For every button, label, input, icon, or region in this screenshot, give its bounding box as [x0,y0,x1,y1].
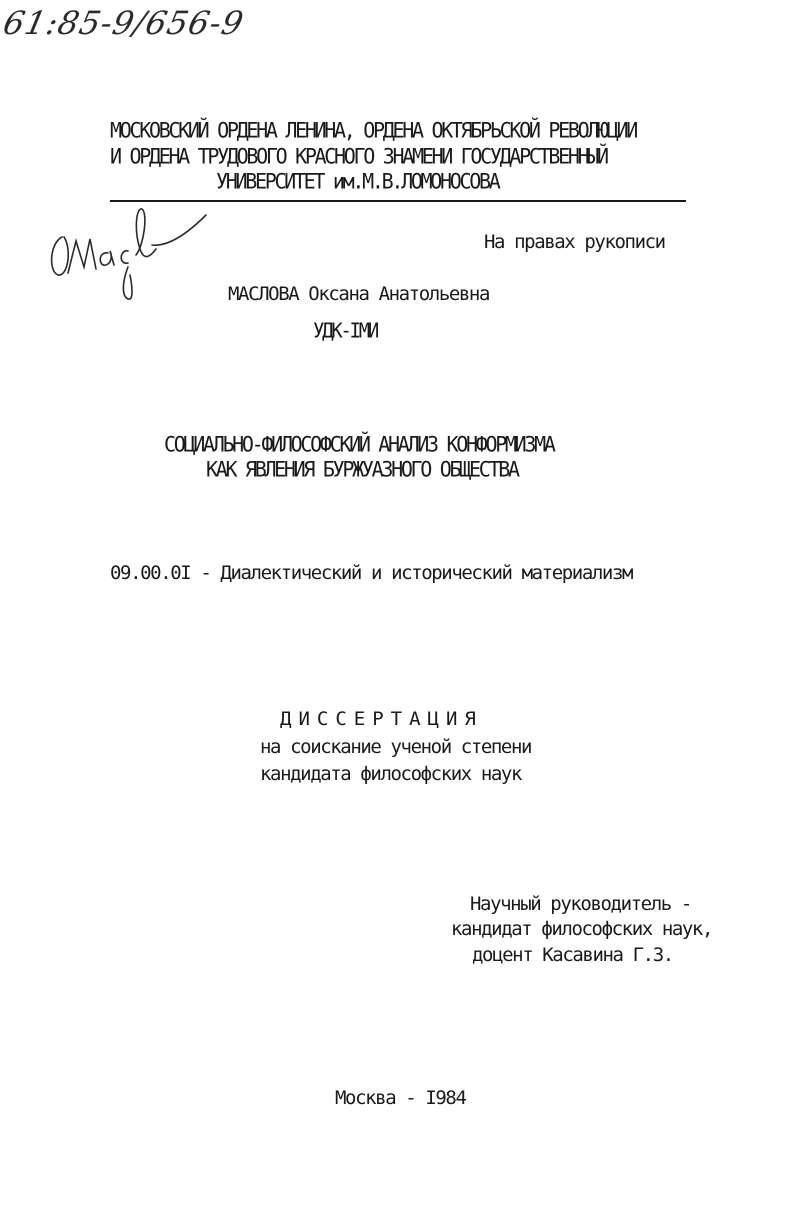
signature-stroke-c [121,251,128,263]
archive-code-handwritten: 61:85-9/656-9 [0,4,248,42]
university-line-3: УНИВЕРСИТЕТ им.М.В.ЛОМОНОСОВА [216,168,499,194]
supervisor-line-3: доцент Касавина Г.З. [472,944,673,966]
degree-line-1: на соискание ученой степени [260,736,532,758]
udc-code: УДК-IМИ [313,319,377,343]
signature-stroke-loop [136,209,156,257]
supervisor-line-1: Научный руководитель - [470,893,691,915]
signature-handwritten [40,205,210,305]
author-name: МАСЛОВА Оксана Анатольевна [228,283,490,305]
signature-stroke-a [100,251,114,265]
signature-stroke-m [68,239,96,273]
manuscript-note: На правах рукописи [484,231,665,253]
signature-stroke-o [52,237,69,275]
university-line-2: И ОРДЕНА ТРУДОВОГО КРАСНОГО ЗНАМЕНИ ГОСУДАРСТВЕННЫЙ [110,143,607,169]
city-year: Москва - I984 [335,1087,466,1109]
specialty-code: 09.00.0I - Диалектический и исторический материализм [110,562,633,584]
header-rule [110,200,686,202]
dissertation-title-line-1: СОЦИАЛЬНО-ФИЛОСОФСКИЙ АНАЛИЗ КОНФОРМИЗМА [164,431,554,457]
signature-stroke-flourish [152,215,206,245]
dissertation-title-line-2: КАК ЯВЛЕНИЯ БУРЖУАЗНОГО ОБЩЕСТВА [206,456,518,482]
signature-stroke-tail [123,267,132,299]
dissertation-word: ДИССЕРТАЦИЯ [280,708,483,730]
degree-line-2: кандидата философских наук [260,763,522,785]
supervisor-line-2: кандидат философских наук, [451,918,713,940]
university-line-1: МОСКОВСКИЙ ОРДЕНА ЛЕНИНА, ОРДЕНА ОКТЯБРЬСКОЙ РЕВОЛЮЦИИ [110,117,637,143]
